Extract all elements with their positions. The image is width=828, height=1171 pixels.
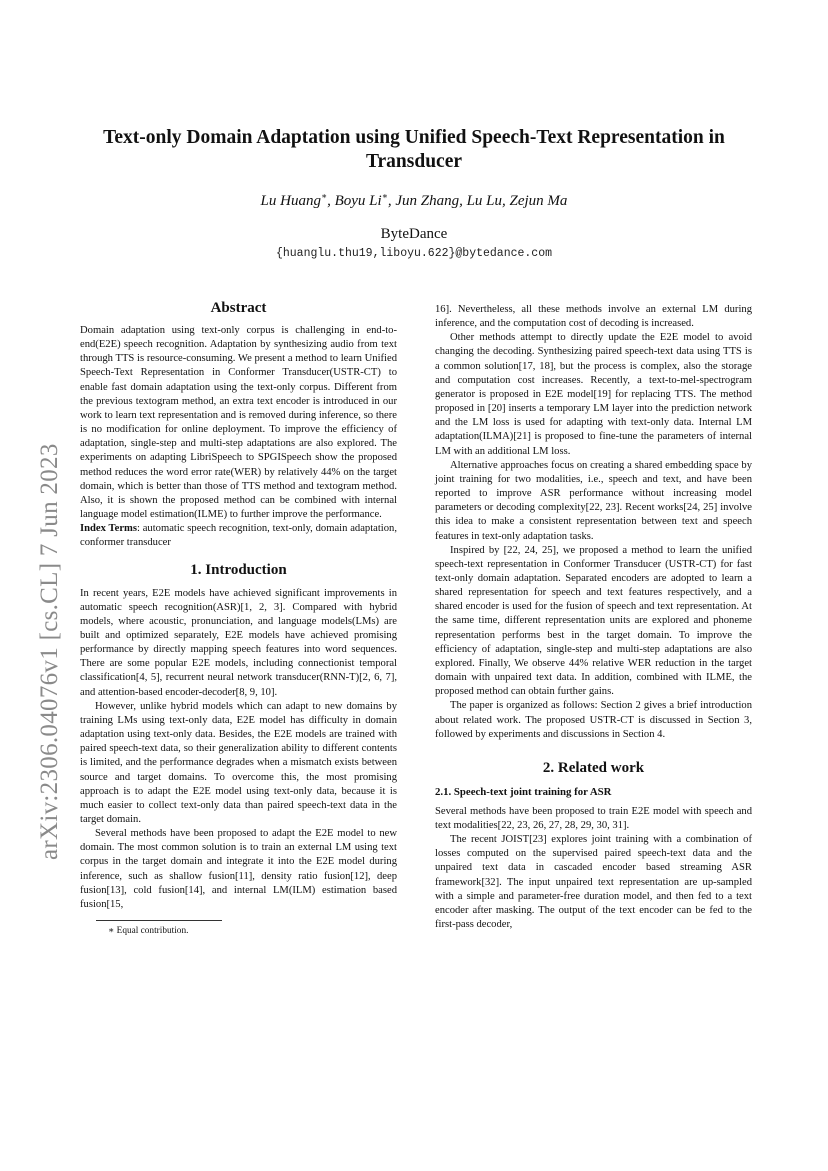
arxiv-identifier: arXiv:2306.04076v1 [cs.CL] 7 Jun 2023 (36, 443, 63, 860)
footnote-rule (96, 920, 222, 921)
intro-paragraph-7: Inspired by [22, 24, 25], we proposed a method to learn the unified speech-text representation in Conformer Transducer (USTR-CT) for fast text-only domain adaptation. Separated encoders are adopted to learn a shared representation for speech and text features respectively, and a shared encoder is used for the fusion of speech and text representation. At the same time, different representation units are explored and phoneme representation performs best in the target domain. To improve the efficiency of adaptation, single-step and multi-step adaptations are also explored. Finally, We observe 44% relative WER reduction in the target domain with unpaired text data. In addition, combined with ILME, the proposed method can obtain further gains. (435, 544, 752, 698)
related-paragraph-2: The recent JOIST[23] explores joint training with a combination of losses computed on the supervised paired speech-text data and the unpaired text data in cascaded encoder based streaming ASR framework[32]. The input unpaired text representation are up-sampled with a simple and parameter-free duration model, and then fed to a text encoder after masking. The output of the text encoder can be fed to the first-pass decoder, (435, 834, 752, 931)
author-emails: {huanglu.thu19,liboyu.622}@bytedance.com (275, 247, 553, 260)
intro-paragraph-8: The paper is organized as follows: Section 2 gives a brief introduction about related work. The proposed USTR-CT is discussed in Section 3, followed by experiments and discussions in Section 4. (435, 700, 752, 740)
author-1: Lu Huang (260, 193, 321, 209)
intro-paragraph-2: However, unlike hybrid models which can adapt to new domains by training LMs using text-only data, E2E model has difficulty in domain adaptation using text-only data. Besides, the E2E models are trained with paired speech-text data, so their generalization ability to different contents is limited, and the performance degrades when a mismatch exists between source and target domains. To overcome this, the most promising approach is to adapt the E2E model using text-only data, because it is much easier to collect text-only data than paired speech-text data in the target domain. (80, 700, 397, 825)
paper-title: Text-only Domain Adaptation using Unified Speech-Text Representation in Transducer (103, 127, 725, 172)
footnote: ∗ Equal contribution. (108, 926, 189, 937)
intro-paragraph-6: Alternative approaches focus on creating a shared embedding space by joint training for two modalities, i.e., speech and text, and have been reported to improve ASR performance without increasing model parameters or decoding complexity[22, 23]. Recent works[24, 25] involve this idea to make a consistent representation between text and speech features in text-only adaptation tasks. (435, 459, 752, 542)
related-paragraph-1: Several methods have been proposed to train E2E model with speech and text modalities[22, 23, 26, 27, 28, 29, 30, 31]. (435, 805, 752, 831)
intro-paragraph-1: In recent years, E2E models have achieved significant improvements in automatic speech recognition(ASR)[1, 2, 3]. Compared with hybrid models, where acoustic, pronunciation, and language models(LMs) are built and optimized separately, E2E models have achieved promising performance by directly mapping speech features into word sequences. There are some popular E2E models, including connectionist temporal classification[4, 5], recurrent neural network transducer(RNN-T)[2, 6, 7], and attention-based encoder-decoder[8, 9, 10]. (80, 587, 397, 698)
affiliation: ByteDance (380, 226, 448, 242)
abstract-text: Domain adaptation using text-only corpus is challenging in end-to-end(E2E) speech recognition. Adaptation by synthesizing audio from text through TTS is resource-consuming. We present a method to learn Unified Speech-Text Representation in Conformer Transducer(USTR-CT) to enable fast domain adaptation using the text-only corpus. Different from the previous textogram method, an extra text encoder is introduced in our work to learn text representation and is removed during inference, so there is no modification for online deployment. To improve the efficiency of adaptation, single-step and multi-step adaptations are also explored. The experiments on adapting LibriSpeech to SPGISpeech show the proposed method reduces the word error rate(WER) by relatively 44% on the target domain, which is better than those of TTS method and textogram method. Also, it is shown the proposed method can be combined with internal language model estimation(ILME) to further improve the performance. (80, 325, 397, 521)
abstract-heading: Abstract (210, 300, 267, 316)
introduction-heading: 1. Introduction (190, 561, 287, 578)
author-2: Boyu Li (334, 193, 382, 209)
other-authors: , Jun Zhang, Lu Lu, Zejun Ma (387, 193, 568, 209)
intro-paragraph-5: Other methods attempt to directly update the E2E model to avoid changing the decoding. Synthesizing paired speech-text data using TTS is a common solution[17, 18], but the process is complex, also the storage and computation cost increases. Recently, a text-to-mel-spectrogram generator is proposed in E2E model[19] for replacing TTS. The method proposed in [20] inserts a temporary LM layer into the prediction network and the LM loss is used for adapting with text-only data. Internal LM adaptation(ILMA)[21] is proposed to fine-tune the parameters of internal LM with an additional LM loss. (435, 332, 752, 457)
index-terms-text: : automatic speech recognition, text-only, domain adaptation, conformer transducer (80, 523, 397, 549)
left-column (80, 298, 397, 938)
subsection-heading: 2.1. Speech-text joint training for ASR (435, 785, 612, 798)
index-terms-label: Index Terms (80, 523, 137, 535)
intro-paragraph-4: 16]. Nevertheless, all these methods involve an external LM during inference, and the computation cost of decoding is increased. (435, 304, 752, 330)
right-column (435, 303, 752, 932)
equal-contribution-mark: ∗ (320, 191, 328, 201)
index-terms (80, 522, 397, 550)
equal-contribution-mark: ∗ (381, 191, 388, 201)
intro-paragraph-3: Several methods have been proposed to adapt the E2E model to new domain. The most common solution is to train an external LM using text corpus in the target domain and integrate it into the E2E model during inference, such as shallow fusion[11], density ratio fusion[12], deep fusion[13], cold fusion[14], and internal LM(ILM) estimation based fusion[15, (80, 828, 397, 910)
author-separator: , (327, 193, 335, 209)
author-list (60, 191, 768, 210)
related-work-heading: 2. Related work (542, 759, 645, 776)
